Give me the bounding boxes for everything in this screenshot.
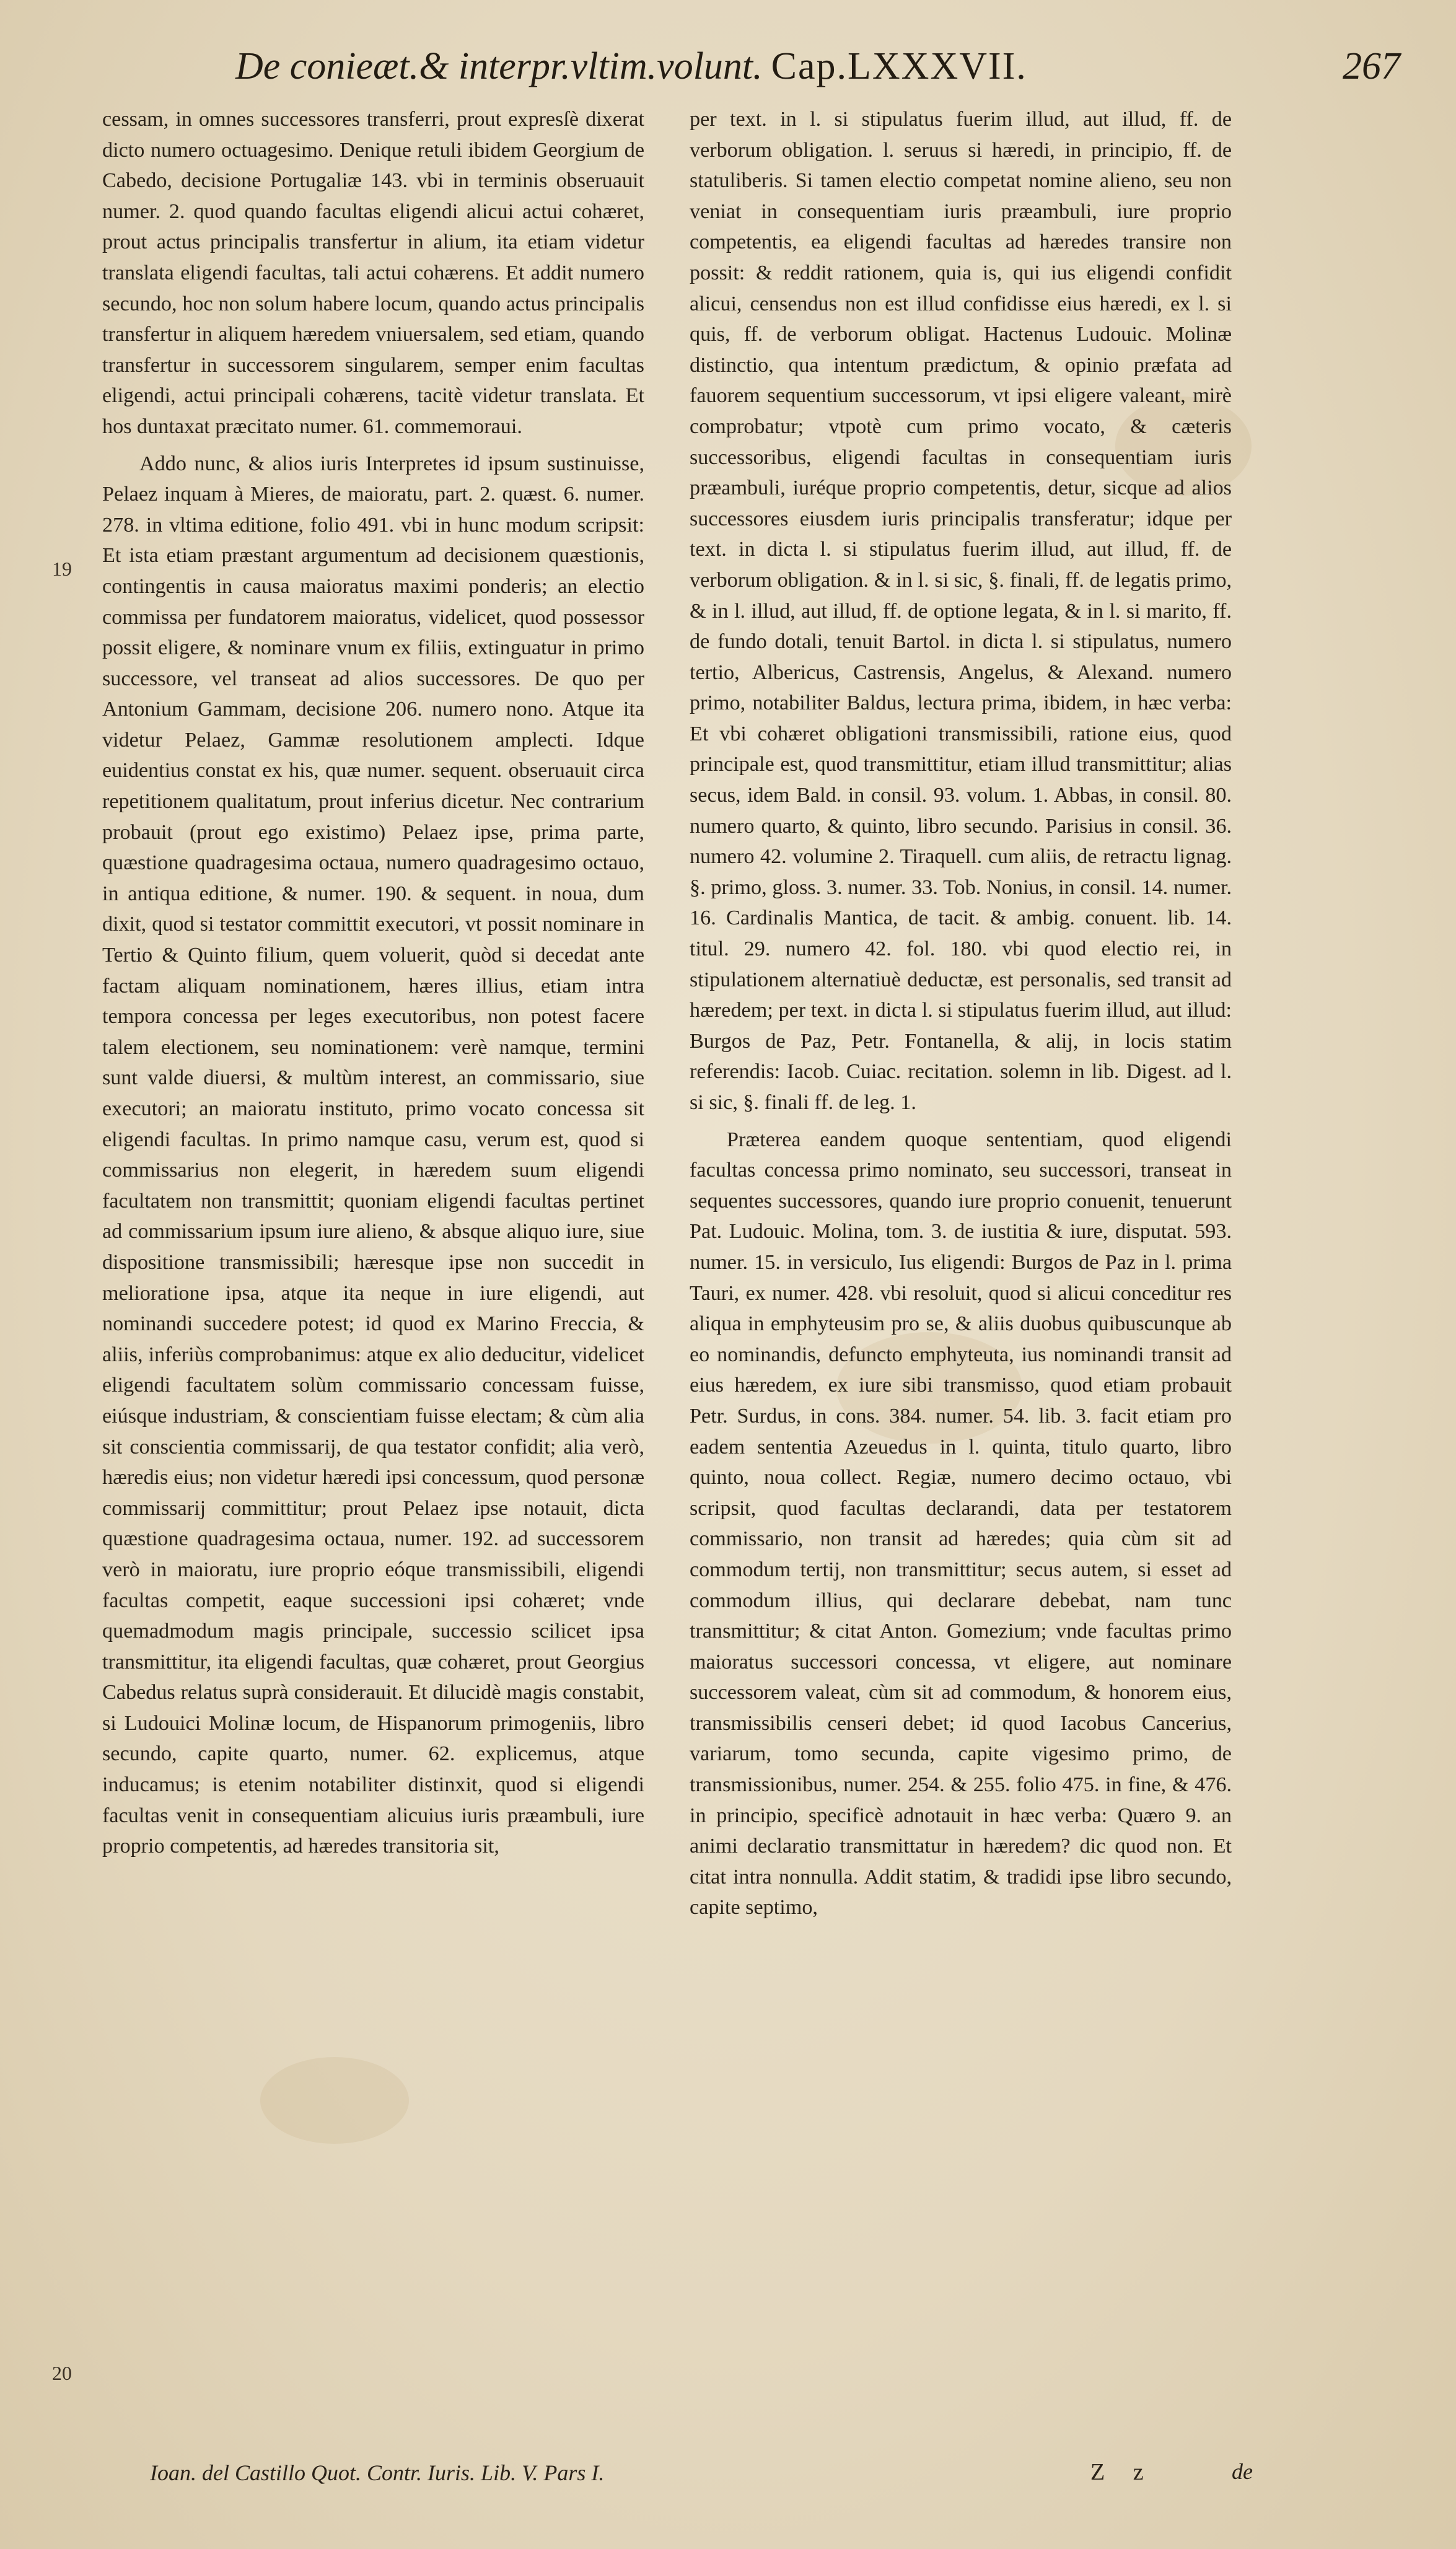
paragraph: Præterea eandem quoque sententiam, quod eligendi facultas concessa primo nominato, seu successori, transeat in sequentes successores, quando iure proprio conuenit, tenuerunt Pat. Ludouic. Molina, tom. 3. de iustitia & iure, disputat. 593. numer. 15. in versiculo, Ius eligendi: Burgos de Paz in l. prima Tauri, ex numer. 428. vbi resoluit, quod si alicui conceditur res aliqua in emphyteusim pro se, & aliis duobus quibuscunque ab eo nominandis, defuncto emphyteuta, ius nominandi transit ad eius hæredem, ex iure sibi transmisso, quod etiam probauit Petr. Surdus, in cons. 384. numer. 54. lib. 3. facit etiam pro eadem sententia Azeuedus in l. quinta, titulo quarto, libro quinto, noua collect. Regiæ, numero decimo octauo, vbi scripsit, quod facultas declarandi, data per testatorem commissario, non transit ad hæredes; quia cùm sit ad commodum tertij, non transmittitur; secus autem, si esset ad commodum illius, qui declarare debebat, nam tunc transmittitur; & citat Anton. Gomezium; vnde facultas primo maioratus successori concessa, vt eligere, aut nominare successorem valeat, cùm sit ad commodum, & honorem eius, transmissibilis censeri debet; id quod Iacobus Cancerius, variarum, tomo secunda, capite vigesimo primo, de transmissionibus, numer. 254. & 255. folio 475. in fine, & 476. in principio, specificè adnotauit in hæc verba: Quæro 9. an animi declaratio transmittatur in hæredem? dic quod non. Et citat intra nonnulla. Addit statim, & tradidi ipse libro secundo, capite septimo, (690, 1128, 1232, 1919)
right-column (690, 104, 1232, 1923)
page-number: 267 (1343, 45, 1400, 87)
footer-running-title: Ioan. del Castillo Quot. Contr. Iuris. Lib. V. Pars I. (150, 2460, 605, 2485)
catchword: de (1232, 2459, 1253, 2484)
signature-mark: Z z (1090, 2459, 1155, 2485)
left-column (102, 104, 644, 1862)
paper-stain (260, 2057, 409, 2144)
margin-number-20: 20 (52, 2362, 72, 2384)
margin-number-19: 19 (52, 558, 72, 580)
running-title: De conieæt.& interpr.vltim.volunt. (235, 45, 763, 87)
running-header (235, 38, 1400, 94)
paragraph: per text. in l. si stipulatus fuerim illud, aut illud, ff. de verborum obligation. l. seruus si hæredi, in principio, ff. de statuliberis. Si tamen electio competat nomine alieno, seu non veniat in consequentiam iuris præambuli, iure proprio competentis, ea eligendi facultas ad hæredes transire non possit: & reddit rationem, quia is, qui ius eligendi confidit alicui, censendus non est illud confidisse eius hæredi, ex l. si quis, ff. de verborum obligat. Hactenus Ludouic. Molinæ distinctio, qua intentum prædictum, & opinio præfata ad fauorem sequentium successorum, vt ipsi eligere valeant, mirè comprobatur; vtpotè cum primo vocato, & cæteris successoribus, eligendi facultas in consequentiam iuris præambuli, iuréque proprio competentis, detur, sicque ad alios successores eiusdem iuris principalis transferatur; idque per text. in dicta l. si stipulatus fuerim illud, aut illud, ff. de verborum obligation. & in l. si sic, §. finali, ff. de legatis primo, & in l. illud, aut illud, ff. de optione legata, & in l. si marito, ff. de fundo dotali, tenuit Bartol. in dicta l. si stipulatus, numero tertio, Albericus, Castrensis, Angelus, & Alexand. numero primo, notabiliter Baldus, lectura prima, ibidem, in hæc verba: Et vbi cohæret obligationi transmissibili, ratione eius, quod principale est, quod transmittitur, etiam illud transmittitur; alias secus, idem Bald. in consil. 93. volum. 1. Abbas, in consil. 80. numero quarto, & quinto, libro secundo. Parisius in consil. 36. numero 42. volumine 2. Tiraquell. cum aliis, de retractu lignag. §. primo, gloss. 3. numer. 33. Tob. Nonius, in consil. 14. numer. 16. Cardinalis Mantica, de tacit. & ambig. conuent. lib. 14. titul. 29. numero 42. fol. 180. vbi quod electio rei, in stipulationem alternatiuè deductæ, est personalis, sed transit ad hæredem; per text. in dicta l. si stipulatus fuerim illud, aut illud: Burgos de Paz, Petr. Fontanella, & alij, in locis statim referendis: Iacob. Cuiac. recitation. solemn in lib. Digest. ad l. si sic, §. finali ff. de leg. 1. (690, 108, 1232, 1114)
chapter-label: Cap.LXXXVII. (771, 45, 1027, 87)
paragraph: Addo nunc, & alios iuris Interpretes id ipsum sustinuisse, Pelaez inquam à Mieres, de maioratu, part. 2. quæst. 6. numer. 278. in vltima editione, folio 491. vbi in hunc modum scripsit: Et ista etiam præstant argumentum ad decisionem quæstionis, contingentis in causa maioratus maximi ponderis; an electio commissa per fundatorem maioratus, videlicet, quod possessor possit eligere, & nominare vnum ex filiis, extinguatur in primo successore, vel transeat ad alios successores. De quo per Antonium Gammam, decisione 206. numero nono. Atque ita videtur Pelaez, Gammæ resolutionem amplecti. Idque euidentius constat ex his, quæ numer. sequent. obseruauit circa repetitionem qualitatum, prout inferius dicetur. Nec contrarium probauit (prout ego existimo) Pelaez ipse, prima parte, quæstione quadragesima octaua, numero quadragesimo octauo, in antiqua editione, & numer. 190. & sequent. in noua, dum dixit, quod si testator committit executori, vt possit nominare in Tertio & Quinto filium, quem voluerit, quòd si decedat ante factam aliquam nominationem, hæres illius, etiam intra tempora concessa per leges executoribus, non potest facere talem electionem, seu nominationem: verè namque, termini sunt valde diuersi, & multùm interest, an commissario, siue executori; an maioratu instituto, primo vocato concessa sit eligendi facultas. In primo namque casu, verum est, quod si commissarius non elegerit, in hæredem suum eligendi facultatem non transmittit; quoniam eligendi facultas pertinet ad commissarium ipsum iure alieno, & absque aliquo iure, siue dispositione transmissibili; hæresque ipse non succedit in melioratione ipsa, atque ita neque in iure eligendi, aut nominandi succedere potest; id quod ex Marino Freccia, & aliis, inferiùs comprobanimus: atque ex alio deducitur, videlicet eligendi facultatem solùm commissario concessam fuisse, eiúsque industriam, & conscientiam fuisse electam; & cùm alia sit conscientia commissarij, de qua testator confidit; alia verò, hæredis eius; non videtur hæredi ipsi concessum, quod personæ commissarij committitur; prout Pelaez ipse notauit, dicta quæstione quadragesima octaua, numer. 192. ad successorem verò in maioratu, iure proprio eóque transmissibili, eligendi facultas competit, eaque successioni ipsi cohæret; vnde quemadmodum magis principale, successio scilicet ipsa transmittitur, ita eligendi facultas, quæ cohæret, prout Georgius Cabedus relatus suprà considerauit. Et dilucidè magis constabit, si Ludouici Molinæ locum, de Hispanorum primogeniis, libro secundo, capite quarto, numer. 62. explicemus, atque inducamus; is etenim notabiliter distinxit, quod si eligendi facultas venit in consequentiam alicuius iuris præambuli, iure proprio competentis, ad hæredes transitoria sit, (102, 452, 644, 1858)
paragraph: cessam, in omnes successores transferri, prout expresſè dixerat dicto numero octuagesimo. Denique retuli ibidem Georgium de Cabedo, decisione Portugaliæ 143. vbi in terminis obseruauit numer. 2. quod quando facultas eligendi alicui actui cohæret, prout actus principalis transfertur in alium, ita etiam videtur translata eligendi facultas, tali actui cohærens. Et addit numero secundo, hoc non solum habere locum, quando actus principalis transfertur in aliquem hæredem vniuersalem, sed etiam, quando transfertur in successorem singularem, semper enim facultas eligendi, actui principali cohærens, tacitè videtur translata. Et hos duntaxat præcitato numer. 61. commemoraui. (102, 108, 644, 438)
